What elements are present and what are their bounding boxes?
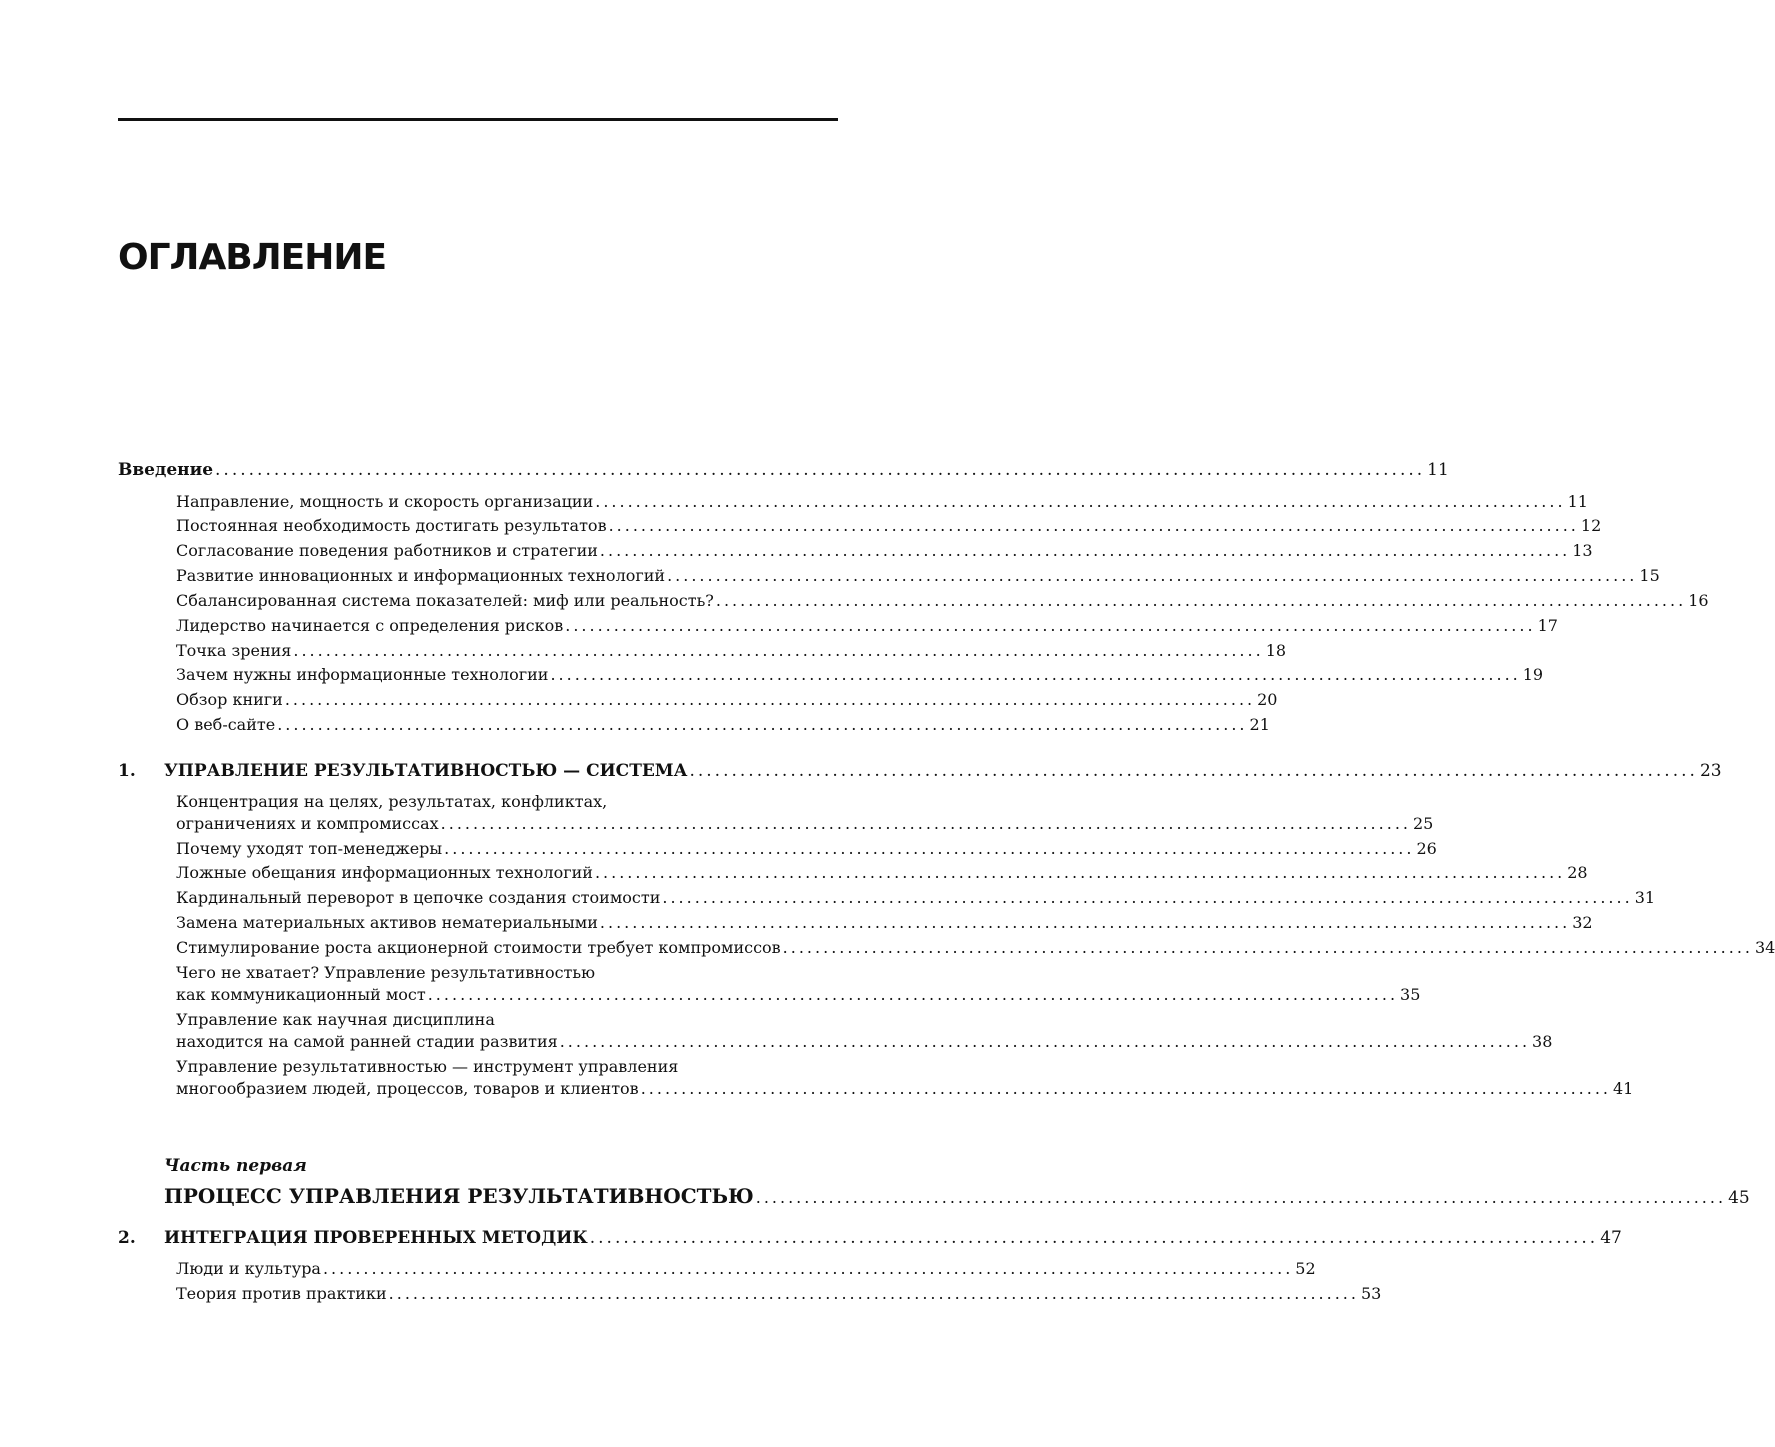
toc-entry-title: как коммуникационный мост (176, 985, 426, 1004)
dot-leader: ........................................................................................................................ (284, 690, 1256, 709)
dot-leader: ........................................................................................................................ (589, 1228, 1599, 1248)
toc-entry-title: Кардинальный переворот в цепочке создания стоимости (176, 888, 661, 907)
toc-subentry[interactable] (176, 590, 1709, 612)
toc-entry-title: находится на самой ранней стадии развития (176, 1032, 558, 1051)
toc-entry-page: 26 (1416, 839, 1437, 858)
page-title: ОГЛАВЛЕНИЕ (118, 237, 387, 278)
toc-entry-page: 17 (1537, 616, 1558, 635)
dot-leader: ........................................................................................................................ (608, 516, 1579, 535)
toc-subentry[interactable] (176, 1078, 1634, 1100)
toc-entry-page: 23 (1699, 761, 1722, 781)
dot-leader: ........................................................................................................................ (293, 641, 1264, 660)
toc-entry-page: 45 (1728, 1188, 1750, 1208)
toc-entry-title: Люди и культура (176, 1259, 321, 1278)
toc-entry-title: ПРОЦЕСС УПРАВЛЕНИЯ РЕЗУЛЬТАТИВНОСТЬЮ (164, 1184, 754, 1208)
toc-subentry[interactable] (176, 515, 1602, 537)
toc-entry-page: 25 (1412, 814, 1434, 833)
toc-entry-title: Стимулирование роста акционерной стоимости требует компромиссов (176, 938, 781, 957)
toc-entry-title: Развитие инновационных и информационных технологий (176, 566, 666, 585)
toc-entry-page: 20 (1257, 690, 1278, 709)
toc-entry-title: Теория против практики (176, 1284, 387, 1303)
toc-subentry-line: Управление результативностью — инструмент управления (176, 1057, 679, 1076)
toc-subentry[interactable] (176, 540, 1593, 562)
toc-subentry[interactable] (176, 887, 1656, 909)
toc-entry-page: 15 (1639, 566, 1660, 585)
toc-entry-chapter-2[interactable] (164, 1227, 1622, 1249)
toc-entry-page: 52 (1295, 1259, 1316, 1278)
toc-entry-page: 38 (1532, 1032, 1553, 1051)
part-label: Часть первая (164, 1156, 307, 1176)
toc-subentry[interactable] (176, 491, 1588, 513)
toc-entry-page: 11 (1567, 492, 1588, 511)
toc-entry-title: ИНТЕГРАЦИЯ ПРОВЕРЕННЫХ МЕТОДИК (164, 1228, 588, 1248)
toc-entry-page: 53 (1360, 1284, 1382, 1303)
dot-leader: ........................................................................................................................ (715, 591, 1687, 610)
toc-entry-page: 18 (1265, 641, 1287, 660)
toc-entry-page: 41 (1613, 1079, 1634, 1098)
chapter-number: 1. (118, 761, 136, 781)
dot-leader: ........................................................................................................................ (388, 1284, 1359, 1303)
toc-entry-title: ограничениях и компромиссах (176, 814, 439, 833)
toc-entry-chapter-1[interactable] (164, 760, 1722, 782)
dot-leader: ........................................................................................................................ (599, 913, 1571, 932)
dot-leader: ........................................................................................................................ (277, 715, 1248, 734)
toc-subentry[interactable] (176, 640, 1287, 662)
dot-leader: ........................................................................................................................ (440, 814, 1411, 833)
toc-subentry[interactable] (176, 838, 1437, 860)
header-rule (118, 118, 838, 121)
toc-subentry[interactable] (176, 689, 1278, 711)
toc-entry-title: Почему уходят топ-менеджеры (176, 839, 443, 858)
dot-leader: ........................................................................................................................ (595, 492, 1566, 511)
toc-subentry[interactable] (176, 813, 1434, 835)
toc-entry-page: 34 (1754, 938, 1775, 957)
chapter-number: 2. (118, 1228, 136, 1248)
dot-leader: ........................................................................................................................ (550, 665, 1521, 684)
toc-subentry[interactable] (176, 615, 1558, 637)
dot-leader: ........................................................................................................................ (599, 541, 1571, 560)
toc-entry-page: 21 (1249, 715, 1270, 734)
dot-leader: ........................................................................................................................ (755, 1188, 1727, 1207)
toc-entry-page: 47 (1600, 1228, 1622, 1248)
toc-subentry[interactable] (176, 937, 1775, 959)
toc-entry-title: многообразием людей, процессов, товаров и клиентов (176, 1079, 639, 1098)
toc-entry-title: Согласование поведения работников и стратегии (176, 541, 598, 560)
dot-leader: ........................................................................................................................ (565, 616, 1536, 635)
toc-entry-title: Направление, мощность и скорость организации (176, 492, 594, 511)
toc-entry-intro[interactable] (118, 459, 1449, 481)
toc-entry-title: Зачем нужны информационные технологии (176, 665, 549, 684)
toc-subentry[interactable] (176, 862, 1588, 884)
toc-subentry[interactable] (176, 714, 1270, 736)
toc-subentry[interactable] (176, 984, 1421, 1006)
toc-entry-page: 32 (1572, 913, 1593, 932)
toc-entry-title: Постоянная необходимость достигать результатов (176, 516, 607, 535)
toc-entry-page: 16 (1688, 591, 1709, 610)
toc-entry-page: 13 (1572, 541, 1593, 560)
toc-subentry-line: Чего не хватает? Управление результативностью (176, 963, 596, 982)
toc-entry-part-1[interactable] (164, 1183, 1750, 1211)
dot-leader: ................................................................................................................................................ (215, 460, 1426, 480)
toc-entry-title: Лидерство начинается с определения рисков (176, 616, 564, 635)
toc-subentry-line: Концентрация на целях, результатах, конфликтах, (176, 792, 608, 811)
toc-entry-page: 28 (1567, 863, 1588, 882)
toc-entry-title: Замена материальных активов нематериальными (176, 913, 598, 932)
dot-leader: ........................................................................................................................ (427, 985, 1399, 1004)
toc-entry-page: 11 (1427, 460, 1449, 480)
dot-leader: ........................................................................................................................ (594, 863, 1566, 882)
toc-entry-page: 19 (1522, 665, 1544, 684)
toc-entry-page: 31 (1634, 888, 1656, 907)
toc-entry-title: Точка зрения (176, 641, 292, 660)
toc-entry-page: 12 (1580, 516, 1602, 535)
toc-entry-title: Ложные обещания информационных технологий (176, 863, 593, 882)
toc-subentry-line: Управление как научная дисциплина (176, 1010, 495, 1029)
toc-entry-page: 35 (1400, 985, 1421, 1004)
toc-entry-title: Обзор книги (176, 690, 283, 709)
toc-subentry[interactable] (176, 1031, 1553, 1053)
dot-leader: ........................................................................................................................ (667, 566, 1638, 585)
toc-entry-title: Введение (118, 460, 214, 480)
toc-subentry[interactable] (176, 912, 1593, 934)
dot-leader: ........................................................................................................................ (782, 938, 1753, 957)
toc-subentry[interactable] (176, 664, 1544, 686)
dot-leader: ........................................................................................................................ (662, 888, 1633, 907)
toc-entry-title: О веб-сайте (176, 715, 276, 734)
toc-entry-title: УПРАВЛЕНИЕ РЕЗУЛЬТАТИВНОСТЬЮ — СИСТЕМА (164, 761, 688, 781)
dot-leader: ........................................................................................................................ (640, 1079, 1611, 1098)
toc-subentry[interactable] (176, 1283, 1382, 1305)
dot-leader: ........................................................................................................................ (322, 1259, 1294, 1278)
toc-entry-title: Сбалансированная система показателей: миф или реальность? (176, 591, 714, 610)
dot-leader: ........................................................................................................................ (444, 839, 1415, 858)
toc-subentry[interactable] (176, 565, 1660, 587)
toc-subentry[interactable] (176, 1258, 1316, 1280)
dot-leader: ........................................................................................................................ (689, 761, 1698, 781)
dot-leader: ........................................................................................................................ (559, 1032, 1531, 1051)
